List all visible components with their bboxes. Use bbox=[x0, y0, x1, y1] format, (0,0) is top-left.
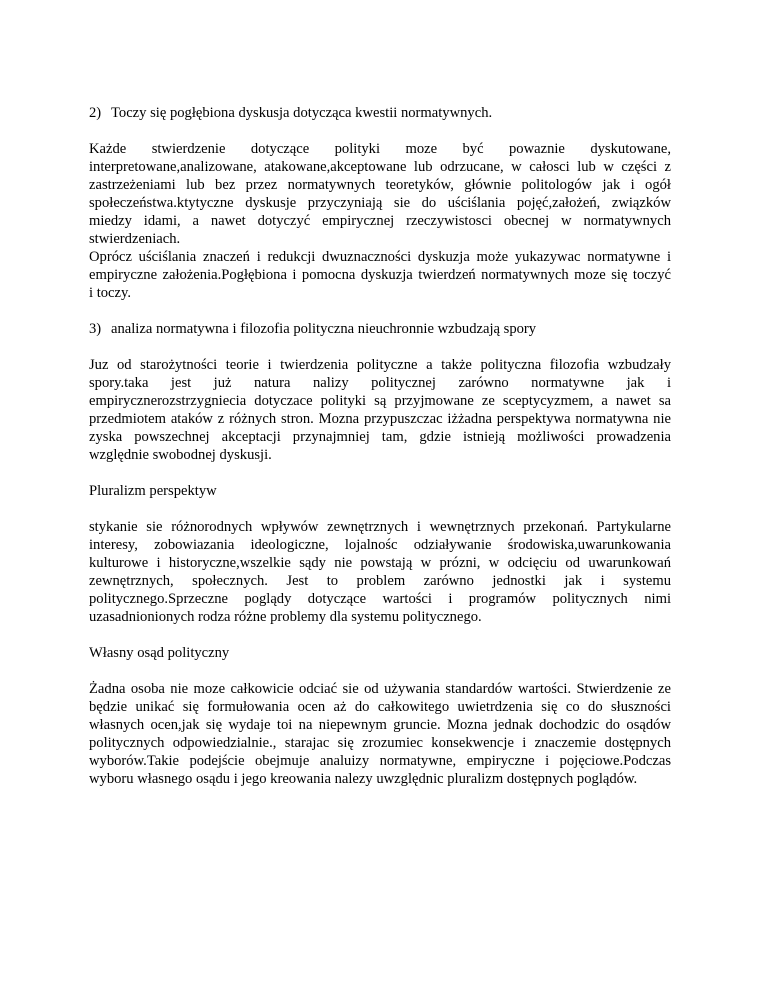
section-3-title: analiza normatywna i filozofia polityczna nieuchronnie wzbudzają spory bbox=[111, 321, 537, 337]
section-3-paragraph bbox=[89, 356, 671, 464]
text-line: spory.taka jest już natura nalizy politycznej zarówno normatywne jak i bbox=[89, 375, 671, 391]
section-2-heading bbox=[89, 104, 671, 122]
section-2-paragraph-1 bbox=[89, 140, 671, 248]
section-3-heading bbox=[89, 320, 671, 338]
text-line: zyska powszechnej akceptacji przynajmniej tam, gdzie istnieją możliwości prowadzenia bbox=[89, 429, 671, 445]
text-line: Juz od starożytności teorie i twierdzenia polityczne a także polityczna filozofia wzbudzały bbox=[89, 357, 671, 373]
pluralism-paragraph bbox=[89, 518, 671, 626]
text-line: empirycznerozstrzygniecia dotyczace polityki są przyjmowane ze sceptycyzmem, a nawet sa bbox=[89, 393, 671, 409]
text-line: przedmiotem ataków z różnych stron. Mozna przypuszczac iżżadna perspektywa normatywna nie bbox=[89, 411, 671, 427]
text-line: wyboru własnego osądu i jego kreowania nalezy uwzględnic pluralizm dostępnych poglądów. bbox=[89, 771, 638, 787]
section-2-title: Toczy się pogłębiona dyskusja dotycząca kwestii normatywnych. bbox=[111, 105, 493, 121]
document-page bbox=[89, 104, 671, 788]
text-line: miedzy idami, a nawet dotyczyć empirycznej rzeczywistosci obecnej w normatywnych bbox=[89, 213, 671, 229]
text-line: Oprócz uściślania znaczeń i redukcji dwuznaczności dyskuzja może yukazywac normatywne i bbox=[89, 249, 671, 265]
text-line: empiryczne założenia.Pogłębiona i pomocna dyskuzja twierdzeń normatywnych moze się toczyć bbox=[89, 267, 671, 283]
text-line: zewnętrznych, społecznych. Jest to problem zarówno jednostki jak i systemu bbox=[89, 573, 671, 589]
text-line: politycznych odpowiedzialnie., starajac się zrozumiec konsekwencje i znaczemie dostępnych bbox=[89, 735, 671, 751]
text-line: uzasadnionionych rodza różne problemy dla systemu politycznego. bbox=[89, 609, 482, 625]
section-2-paragraph-2 bbox=[89, 248, 671, 302]
text-line: zastrzeżeniami lub bez przez normatywnych teoretyków, głównie politologów jak i ogół bbox=[89, 177, 671, 193]
text-line: politycznego.Sprzeczne poglądy dotyczące wartości i programów politycznych nimi bbox=[89, 591, 671, 607]
text-line: Żadna osoba nie moze całkowicie odciać sie od używania standardów wartości. Stwierdzenie ze bbox=[89, 681, 671, 697]
text-line: Każde stwierdzenie dotyczące polityki moze być powaznie dyskutowane, bbox=[89, 141, 671, 157]
text-line: własnych ocen,jak się wydaje toi na niepewnym gruncie. Mozna jednak dochodzic do osądów bbox=[89, 717, 671, 733]
text-line: interpretowane,analizowane, atakowane,akceptowane lub odrzucane, w całosci lub w części z bbox=[89, 159, 671, 175]
pluralism-heading: Pluralizm perspektyw bbox=[89, 483, 217, 499]
text-line: interesy, zobowiazania ideologiczne, lojalnośc odziaływanie środowiska,uwarunkowania bbox=[89, 537, 671, 553]
text-line: względnie swobodnej dyskusji. bbox=[89, 447, 272, 463]
own-judgment-paragraph bbox=[89, 680, 671, 788]
text-line: stwierdzeniach. bbox=[89, 231, 181, 247]
section-2-number: 2) bbox=[89, 105, 102, 121]
section-3-number: 3) bbox=[89, 321, 102, 337]
text-line: wyborów.Takie podejście obejmuje analuizy normatywne, empiryczne i pojęciowe.Podczas bbox=[89, 753, 671, 769]
text-line: będzie unikać się formułowania ocen aż do całkowitego uwietrdzenia się co do słuszności bbox=[89, 699, 671, 715]
text-line: i toczy. bbox=[89, 285, 132, 301]
text-line: społeczeństwa.ktytyczne dyskusje przyczyniają sie do uściślania pojęć,założeń, związków bbox=[89, 195, 671, 211]
own-judgment-heading: Własny osąd polityczny bbox=[89, 645, 230, 661]
text-line: stykanie sie różnorodnych wpływów zewnętrznych i wewnętrznych przekonań. Partykularne bbox=[89, 519, 671, 535]
text-line: kulturowe i historyczne,wszelkie sądy nie powstają w prózni, w odcięciu od uwarunkowań bbox=[89, 555, 671, 571]
